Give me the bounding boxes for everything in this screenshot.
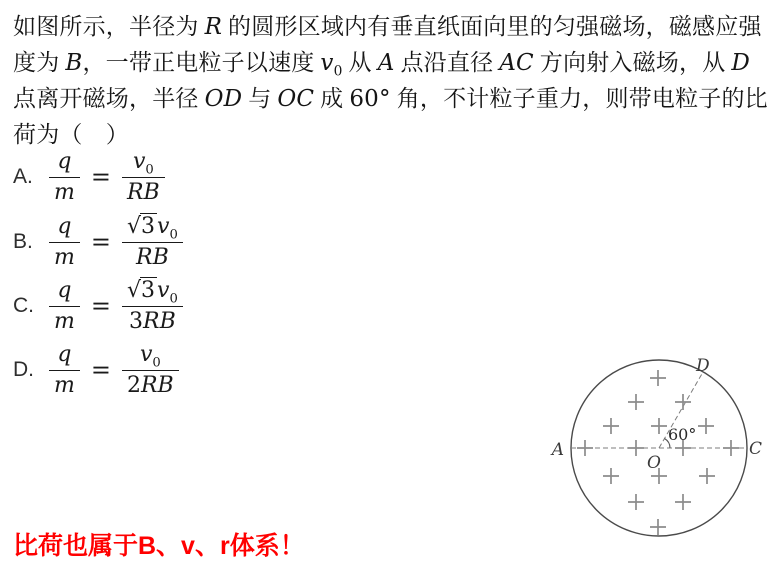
math-segment: B	[65, 50, 83, 76]
fraction-q-over-m	[49, 215, 80, 268]
equals-sign: =	[90, 228, 111, 256]
option-c-label: C.	[13, 294, 34, 317]
fraction-numerator	[49, 215, 80, 242]
fraction-numerator	[122, 215, 183, 242]
text-segment: 如图所示，半径为	[13, 14, 205, 39]
text-segment: 荷为（ ）	[13, 122, 129, 147]
fraction-q-over-m	[49, 150, 80, 203]
fraction-denominator	[49, 371, 80, 397]
sqrt-sign: √	[126, 214, 142, 240]
question-text	[13, 9, 768, 152]
math-segment: RB	[136, 244, 169, 270]
field-into-page-icon	[651, 418, 667, 434]
math-segment: AC	[499, 50, 534, 76]
text-segment: 与	[242, 86, 278, 111]
math-segment: RB	[126, 179, 160, 205]
text-segment: 成	[314, 86, 350, 111]
field-into-page-icon	[675, 494, 691, 510]
sqrt-radicand: 3	[141, 278, 156, 304]
label-center-o: O	[647, 453, 661, 473]
math-segment: $v_0$	[157, 214, 178, 243]
magnetic-field-region-diagram	[540, 340, 771, 550]
field-into-page-icon	[603, 468, 619, 484]
math-segment: $v_0$	[320, 50, 343, 80]
math-segment: q	[57, 214, 72, 240]
teacher-note-text: 比荷也属于B、v、r体系！	[13, 532, 305, 560]
option-c	[13, 277, 183, 335]
equals-sign: =	[90, 163, 111, 191]
math-segment: D	[731, 50, 750, 76]
math-segment: 60°	[349, 86, 391, 112]
field-into-page-icon	[577, 440, 593, 456]
fraction-denominator	[49, 178, 80, 204]
text-segment: 角，不计粒子重力，则带电粒子的比	[390, 86, 768, 111]
text-segment: ，一带正电粒子以速度	[82, 50, 321, 75]
field-into-page-icon	[628, 494, 644, 510]
text-segment: 点离开磁场，半径	[13, 86, 205, 111]
option-b-label: B.	[13, 230, 33, 253]
fraction-rhs	[122, 215, 183, 268]
math-segment: m	[54, 308, 75, 334]
math-segment: $v_0$	[157, 278, 178, 307]
field-into-page-icon	[699, 468, 715, 484]
math-segment: 3	[129, 308, 144, 334]
equals-sign: =	[90, 292, 111, 320]
fraction-q-over-m	[49, 343, 80, 396]
label-point-d: D	[696, 356, 710, 376]
fraction-numerator	[122, 343, 179, 370]
math-segment: $v_0$	[132, 149, 154, 178]
equals-sign: =	[90, 356, 111, 384]
sqrt-radicand: 3	[141, 214, 156, 240]
label-point-a: A	[551, 440, 564, 460]
fraction-denominator	[122, 178, 165, 204]
fraction-q-over-m	[49, 279, 80, 332]
fraction-numerator	[49, 150, 80, 177]
field-into-page-icon	[723, 440, 739, 456]
question-line-4	[13, 117, 765, 152]
option-d	[13, 341, 179, 399]
field-into-page-icon	[650, 370, 666, 386]
math-segment: OD	[204, 86, 243, 112]
fraction-denominator	[122, 371, 179, 397]
math-segment: q	[57, 342, 72, 368]
math-segment: m	[54, 179, 75, 205]
field-into-page-icon	[628, 394, 644, 410]
option-a	[13, 148, 165, 206]
field-into-page-icon	[650, 519, 666, 535]
label-angle-60: 60°	[668, 425, 697, 444]
fraction-denominator	[122, 307, 183, 333]
option-d-label: D.	[13, 358, 34, 381]
label-point-c: C	[749, 439, 763, 459]
question-line-3	[13, 81, 768, 117]
math-segment: $v_0$	[139, 342, 161, 371]
math-segment: OC	[277, 86, 315, 112]
option-b	[13, 213, 183, 271]
math-segment: q	[57, 278, 72, 304]
field-into-page-icon	[698, 418, 714, 434]
text-segment: 点沿直径	[394, 50, 500, 75]
fraction-numerator	[122, 279, 183, 306]
fraction-rhs	[122, 150, 165, 203]
question-line-2	[13, 45, 765, 81]
text-segment: 度为	[13, 50, 66, 75]
fraction-numerator	[122, 150, 165, 177]
math-segment: m	[54, 372, 75, 398]
sqrt-sign: √	[126, 278, 142, 304]
text-segment: 从	[342, 50, 378, 75]
fraction-denominator	[49, 243, 80, 269]
math-segment: RB	[140, 372, 174, 398]
math-segment: RB	[143, 308, 176, 334]
fraction-numerator	[49, 343, 80, 370]
text-segment: 方向射入磁场，从	[533, 50, 732, 75]
math-segment: m	[54, 244, 75, 270]
math-segment: 2	[126, 372, 141, 398]
fraction-denominator	[49, 307, 80, 333]
question-line-1	[13, 9, 765, 45]
text-segment: 的圆形区域内有垂直纸面向里的匀强磁场，磁感应强	[222, 14, 762, 39]
field-into-page-icon	[628, 440, 644, 456]
fraction-rhs	[122, 343, 179, 396]
fraction-rhs	[122, 279, 183, 332]
math-segment: A	[377, 50, 395, 76]
math-segment: q	[57, 149, 72, 175]
field-into-page-icon	[603, 418, 619, 434]
option-a-label: A.	[13, 165, 33, 188]
math-segment: R	[204, 14, 223, 40]
fraction-denominator	[122, 243, 183, 269]
fraction-numerator	[49, 279, 80, 306]
